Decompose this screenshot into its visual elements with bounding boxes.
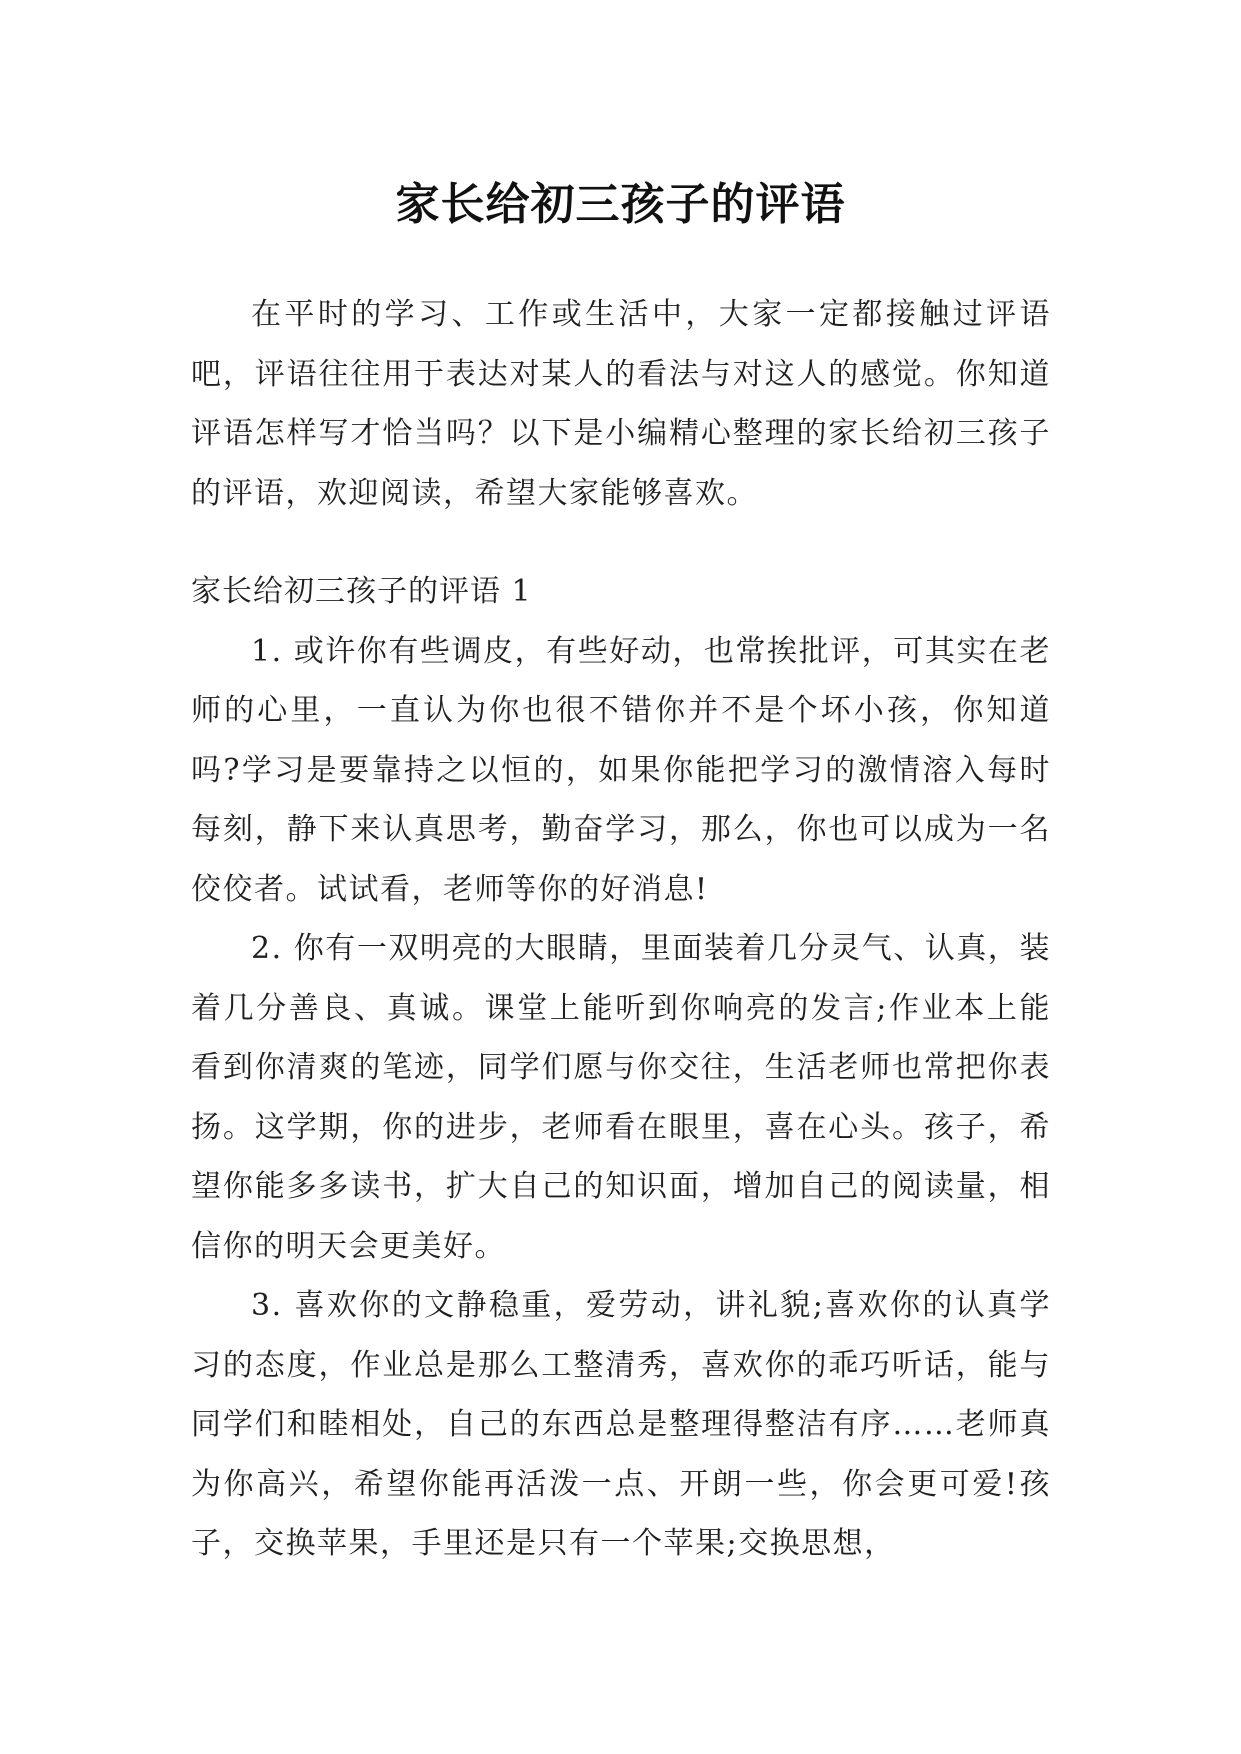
document-body	[191, 285, 1051, 1574]
comment-item-1: 1. 或许你有些调皮，有些好动，也常挨批评，可其实在老师的心里，一直认为你也很不错你并不是个坏小孩，你知道吗?学习是要靠持之以恒的，如果你能把学习的激情溶入每时每刻，静下来认真思考，勤奋学习，那么，你也可以成为一名佼佼者。试试看，老师等你的好消息!	[191, 633, 1051, 907]
comment-item-2: 2. 你有一双明亮的大眼睛，里面装着几分灵气、认真，装着几分善良、真诚。课堂上能听到你响亮的发言;作业本上能看到你清爽的笔迹，同学们愿与你交往，生活老师也常把你表扬。这学期，你的进步，老师看在眼里，喜在心头。孩子，希望你能多多读书，扩大自己的知识面，增加自己的阅读量，相信你的明天会更美好。	[191, 931, 1051, 1264]
comment-item-3: 3. 喜欢你的文静稳重，爱劳动，讲礼貌;喜欢你的认真学习的态度，作业总是那么工整清秀，喜欢你的乖巧听话，能与同学们和睦相处，自己的东西总是整理得整洁有序……老师真为你高兴，希望你能再活泼一点、开朗一些，你会更可爱!孩子，交换苹果，手里还是只有一个苹果;交换思想，	[191, 1288, 1051, 1561]
intro-paragraph: 在平时的学习、工作或生活中，大家一定都接触过评语吧，评语往往用于表达对某人的看法与对这人的感觉。你知道评语怎样写才恰当吗？以下是小编精心整理的家长给初三孩子的评语，欢迎阅读，希望大家能够喜欢。	[191, 297, 1051, 511]
section-heading: 家长给初三孩子的评语 1	[191, 574, 532, 609]
document-title: 家长给初三孩子的评语	[395, 179, 846, 231]
